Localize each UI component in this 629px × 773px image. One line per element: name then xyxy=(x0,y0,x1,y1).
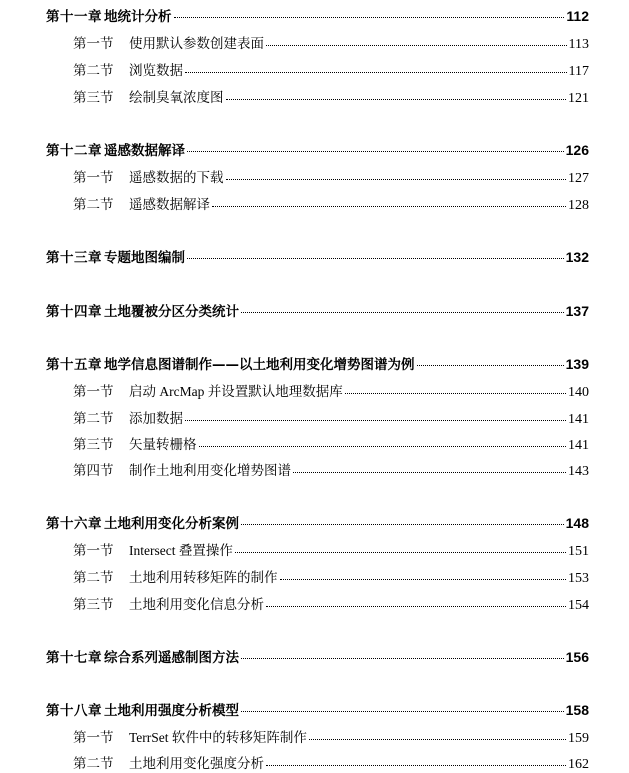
toc-section-entry[interactable] xyxy=(73,539,589,560)
dot-leader xyxy=(185,419,566,421)
toc-chapter-entry[interactable] xyxy=(46,5,589,25)
toc-section-entry[interactable] xyxy=(73,433,589,454)
toc-section-entry[interactable] xyxy=(73,193,589,214)
dot-leader xyxy=(187,257,564,259)
dot-leader xyxy=(417,364,564,366)
chapter-title: 土地覆被分区分类统计 xyxy=(104,304,239,320)
section-title: 使用默认参数创建表面 xyxy=(129,36,264,51)
toc-section-entry[interactable] xyxy=(73,726,589,747)
toc-section-entry[interactable] xyxy=(73,593,589,614)
dot-leader xyxy=(226,98,567,100)
toc-section-entry[interactable] xyxy=(73,32,589,53)
chapter-title: 地统计分析 xyxy=(104,9,172,25)
page-number: 112 xyxy=(566,8,589,24)
page-number: 154 xyxy=(568,598,589,613)
dot-leader xyxy=(309,738,566,740)
section-number: 第一节 xyxy=(73,170,114,185)
section-title: 土地利用变化强度分析 xyxy=(129,756,264,771)
section-title: 矢量转栅格 xyxy=(129,437,197,452)
dot-leader xyxy=(241,710,564,712)
dot-leader xyxy=(185,71,567,73)
chapter-title: 遥感数据解译 xyxy=(104,143,185,159)
section-title: 制作土地利用变化增势图谱 xyxy=(129,463,291,478)
dot-leader xyxy=(187,150,564,152)
chapter-number: 第十六章 xyxy=(46,516,102,532)
page-number: 132 xyxy=(565,249,589,265)
page-number: 127 xyxy=(568,171,589,186)
page-number: 126 xyxy=(565,142,589,158)
dot-leader xyxy=(280,578,567,580)
page-number: 113 xyxy=(568,37,589,52)
page-number: 121 xyxy=(568,91,589,106)
chapter-title: 土地利用强度分析模型 xyxy=(104,703,239,719)
section-number: 第二节 xyxy=(73,197,114,212)
dot-leader xyxy=(266,44,567,46)
section-title: 浏览数据 xyxy=(129,63,183,78)
toc-section-entry[interactable] xyxy=(73,380,589,401)
toc-chapter-entry[interactable] xyxy=(46,646,589,666)
section-number: 第一节 xyxy=(73,543,114,558)
section-title: 土地利用变化信息分析 xyxy=(129,597,264,612)
page-number: 140 xyxy=(568,385,589,400)
page-number: 148 xyxy=(565,515,589,531)
chapter-number: 第十二章 xyxy=(46,143,102,159)
page-number: 143 xyxy=(568,464,589,479)
page-number: 141 xyxy=(568,412,589,427)
chapter-title: 地学信息图谱制作——以土地利用变化增势图谱为例 xyxy=(104,357,415,373)
section-number: 第二节 xyxy=(73,411,114,426)
dot-leader xyxy=(241,657,564,659)
section-number: 第二节 xyxy=(73,756,114,771)
toc-section-entry[interactable] xyxy=(73,86,589,107)
dot-leader xyxy=(241,311,564,313)
dot-leader xyxy=(235,551,566,553)
section-number: 第一节 xyxy=(73,36,114,51)
section-number: 第一节 xyxy=(73,730,114,745)
section-number: 第二节 xyxy=(73,63,114,78)
page-number: 156 xyxy=(565,649,589,665)
dot-leader xyxy=(212,205,566,207)
toc-section-entry[interactable] xyxy=(73,166,589,187)
section-title: 添加数据 xyxy=(129,411,183,426)
page-number: 158 xyxy=(565,702,589,718)
chapter-number: 第十七章 xyxy=(46,650,102,666)
page-number: 159 xyxy=(568,731,589,746)
section-title: 土地利用转移矩阵的制作 xyxy=(129,570,278,585)
dot-leader xyxy=(226,178,567,180)
section-number: 第四节 xyxy=(73,463,114,478)
dot-leader xyxy=(174,16,565,18)
dot-leader xyxy=(266,764,566,766)
toc-chapter-entry[interactable] xyxy=(46,512,589,532)
page-number: 162 xyxy=(568,757,589,772)
chapter-number: 第十一章 xyxy=(46,9,102,25)
page-number: 151 xyxy=(568,544,589,559)
dot-leader xyxy=(199,445,567,447)
toc-chapter-entry[interactable] xyxy=(46,699,589,719)
page-number: 139 xyxy=(565,356,589,372)
chapter-title: 综合系列遥感制图方法 xyxy=(104,650,239,666)
chapter-number: 第十四章 xyxy=(46,304,102,320)
section-title: TerrSet 软件中的转移矩阵制作 xyxy=(129,730,307,745)
page-number: 141 xyxy=(568,438,589,453)
section-number: 第三节 xyxy=(73,597,114,612)
chapter-number: 第十五章 xyxy=(46,357,102,373)
toc-chapter-entry[interactable] xyxy=(46,300,589,320)
section-title: 绘制臭氧浓度图 xyxy=(129,90,224,105)
section-number: 第三节 xyxy=(73,437,114,452)
toc-section-entry[interactable] xyxy=(73,459,589,480)
section-title: Intersect 叠置操作 xyxy=(129,543,233,558)
section-title: 遥感数据解译 xyxy=(129,197,210,212)
dot-leader xyxy=(293,471,566,473)
toc-chapter-entry[interactable] xyxy=(46,246,589,266)
dot-leader xyxy=(266,605,566,607)
toc-section-entry[interactable] xyxy=(73,59,589,80)
page-number: 153 xyxy=(568,571,589,586)
section-number: 第一节 xyxy=(73,384,114,399)
chapter-title: 土地利用变化分析案例 xyxy=(104,516,239,532)
toc-chapter-entry[interactable] xyxy=(46,139,589,159)
section-number: 第二节 xyxy=(73,570,114,585)
section-number: 第三节 xyxy=(73,90,114,105)
page-number: 137 xyxy=(565,303,589,319)
toc-section-entry[interactable] xyxy=(73,752,589,773)
toc-section-entry[interactable] xyxy=(73,566,589,587)
dot-leader xyxy=(241,523,564,525)
toc-chapter-entry[interactable] xyxy=(46,353,589,373)
chapter-title: 专题地图编制 xyxy=(104,250,185,266)
toc-section-entry[interactable] xyxy=(73,407,589,428)
section-title: 遥感数据的下载 xyxy=(129,170,224,185)
page-number: 128 xyxy=(568,198,589,213)
chapter-number: 第十八章 xyxy=(46,703,102,719)
chapter-number: 第十三章 xyxy=(46,250,102,266)
dot-leader xyxy=(345,392,566,394)
section-title: 启动 ArcMap 并设置默认地理数据库 xyxy=(129,384,343,399)
page-number: 117 xyxy=(568,64,589,79)
